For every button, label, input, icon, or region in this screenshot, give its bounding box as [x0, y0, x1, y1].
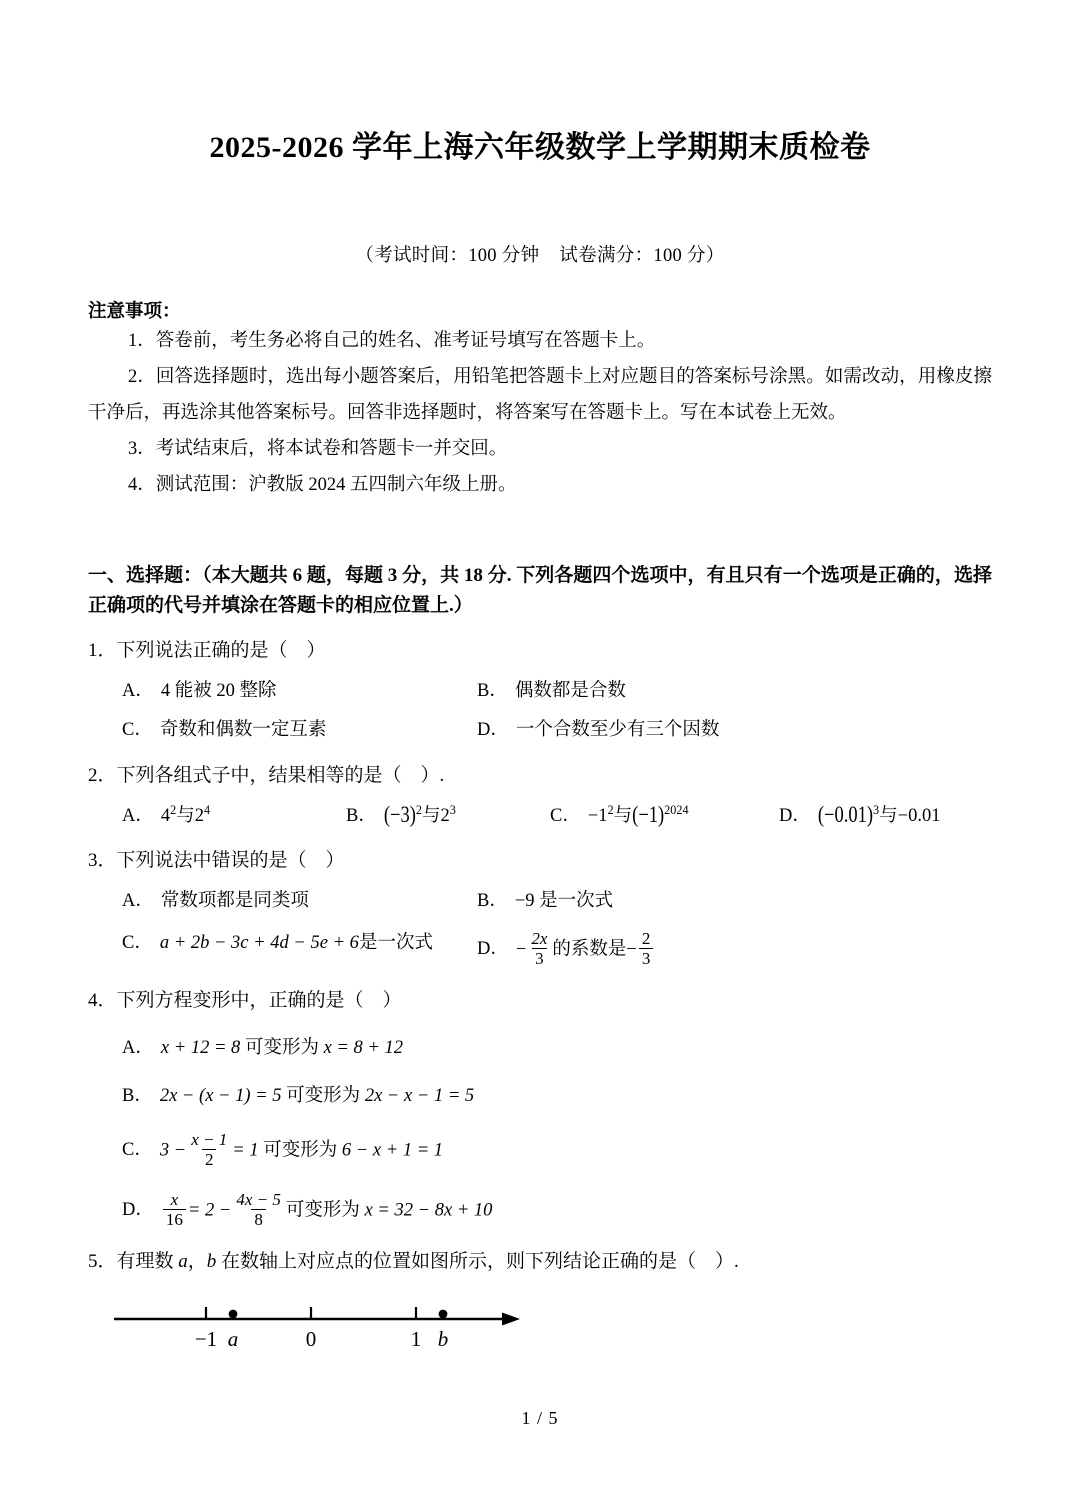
question-1-options: [88, 678, 992, 746]
question-4-option-row-d: [122, 1191, 992, 1231]
section-heading-choice: 一、选择题：（本大题共 6 题，每题 3 分，共 18 分. 下列各题四个选项中，有且只有一个选项是正确的，选择正确项的代号并填涂在答题卡的相应位置上.）: [88, 565, 992, 616]
option-label-d: D．: [779, 805, 811, 826]
question-2-stem: [88, 762, 992, 791]
question-4-option-b[interactable]: [122, 1083, 474, 1111]
q4c-post: = 1: [232, 1140, 259, 1161]
option-label-a: A．: [122, 805, 154, 826]
q2c-conj: 与: [613, 805, 633, 826]
q3d-mid: 的系数是: [552, 939, 627, 959]
label-point-a: a: [227, 1326, 239, 1351]
notice-item-4: 4．测试范围：沪教版 2024 五四制六年级上册。: [128, 475, 517, 496]
q2c-exp1: 2: [607, 802, 614, 817]
q3d-frac2-numerator: 2: [641, 928, 651, 948]
q4d-frac1-denominator: 16: [163, 1209, 186, 1230]
question-4-option-d[interactable]: [122, 1191, 492, 1231]
question-5: [88, 1248, 992, 1374]
q4b-left: 2x − (x − 1) = 5: [159, 1086, 282, 1107]
q4c-mid: 可变形为: [263, 1140, 338, 1161]
option-label-a: A．: [122, 1038, 154, 1059]
q4c-pre: 3 −: [159, 1140, 187, 1161]
option-text-b: −9 是一次式: [514, 890, 614, 911]
question-1-option-c[interactable]: [122, 717, 477, 745]
option-label-a: A．: [122, 680, 154, 701]
question-5-comma: ，: [187, 1251, 207, 1273]
q4c-frac-denominator: 2: [202, 1149, 217, 1170]
question-5-var-b: b: [206, 1251, 217, 1273]
option-label-c: C．: [550, 805, 581, 826]
question-4-option-c[interactable]: [122, 1131, 443, 1171]
option-expr-a: [161, 803, 210, 831]
q2a-base2: 2: [194, 805, 204, 826]
notice-item-1: 1．答卷前，考生务必将自己的姓名、准考证号填写在答题卡上。: [128, 331, 656, 351]
question-1-option-row-1: [122, 678, 992, 706]
q4d-fraction-2: [233, 1190, 284, 1230]
q2c-base2: (−1): [632, 802, 665, 828]
q2a-conj: 与: [176, 805, 195, 826]
number-line-arrowhead: [502, 1312, 520, 1325]
option-text-a: 4 能被 20 整除: [160, 680, 277, 701]
option-label-d: D．: [122, 1200, 154, 1221]
option-expr-d: [818, 803, 941, 831]
q4a-left: x + 12 = 8: [160, 1038, 241, 1059]
question-3-options: [88, 888, 992, 970]
q4b-mid: 可变形为: [286, 1086, 361, 1107]
q3d-frac1-denominator: 3: [532, 948, 547, 969]
question-2-option-d[interactable]: [779, 803, 940, 831]
option-expr-c: [160, 1131, 443, 1171]
q4d-frac2-denominator: 8: [251, 1209, 266, 1230]
question-3-stem: [88, 847, 992, 876]
label-minus-one: −1: [194, 1326, 218, 1351]
question-4-stem: [88, 987, 992, 1016]
question-2-number: 2．: [88, 765, 117, 787]
q2b-conj: 与: [421, 805, 441, 826]
option-text-b: 偶数都是合数: [514, 680, 626, 701]
q4d-mid1: = 2 −: [187, 1200, 232, 1221]
q2b-exp1: 2: [415, 802, 422, 817]
question-2-options: [88, 803, 992, 831]
q4d-frac2-numerator: 4x − 5: [236, 1189, 281, 1209]
q2d-base1: (−0.01): [817, 802, 874, 828]
question-5-stem: [88, 1248, 992, 1277]
q2c-exp2: 2024: [664, 802, 689, 817]
question-3-number: 3．: [88, 850, 117, 872]
question-4-option-row-c: [122, 1131, 992, 1171]
question-2-text: 下列各组式子中，结果相等的是（ ）.: [116, 765, 445, 787]
q2d-exp1: 3: [873, 802, 880, 817]
q2a-exp2: 4: [204, 802, 211, 817]
page-title: 2025-2026 学年上海六年级数学上学期期末质检卷: [209, 131, 871, 164]
q4b-right: 2x − x − 1 = 5: [364, 1086, 475, 1107]
option-label-d: D．: [477, 939, 509, 959]
q4d-frac1-numerator: x: [170, 1189, 179, 1209]
question-2-option-row: [122, 803, 992, 831]
label-zero: 0: [305, 1326, 317, 1351]
question-5-number: 5．: [88, 1251, 117, 1273]
option-text-c: 奇数和偶数一定互素: [159, 720, 327, 741]
option-expr-b: [160, 1083, 474, 1111]
q3c-tail: 是一次式: [358, 932, 433, 953]
question-3-text: 下列说法中错误的是（ ）: [116, 850, 345, 872]
q2a-base1: 4: [160, 805, 171, 826]
q3c-expr: a + 2b − 3c + 4d − 5e + 6: [159, 932, 359, 953]
option-expr-d: [516, 930, 655, 970]
q2b-exp2: 3: [449, 802, 456, 817]
option-expr-b: [384, 803, 456, 831]
question-4-number: 4．: [88, 989, 117, 1011]
option-text-a: 常数项都是同类项: [160, 890, 309, 911]
q4a-right: x = 8 + 12: [323, 1038, 404, 1059]
question-4-option-row-a: [122, 1035, 992, 1063]
q2d-conj: 与: [879, 805, 898, 826]
option-expr-d: [161, 1191, 493, 1231]
q4c-fraction: [188, 1130, 230, 1170]
question-1: [88, 637, 992, 745]
question-2-option-b[interactable]: [346, 803, 516, 831]
page-content: [88, 0, 992, 1374]
question-4-text: 下列方程变形中，正确的是（ ）: [116, 989, 402, 1011]
label-one: 1: [410, 1326, 422, 1351]
notice-item-3: 3．考试结束后，将本试卷和答题卡一并交回。: [128, 439, 508, 460]
option-label-a: A．: [122, 890, 154, 911]
q2b-base2: 2: [440, 805, 450, 826]
question-3-option-b[interactable]: [477, 888, 613, 916]
q2c-base1: −1: [587, 805, 608, 826]
exam-duration: （考试时间：100 分钟: [355, 246, 540, 266]
question-5-pre: 有理数: [116, 1251, 179, 1273]
option-label-d: D．: [477, 720, 509, 741]
number-line-figure: [88, 1293, 992, 1375]
question-1-option-row-2: [122, 717, 992, 745]
option-label-c: C．: [122, 932, 153, 953]
q3d-frac1-numerator: 2x: [531, 928, 548, 948]
option-text-d: 一个合数至少有三个因数: [515, 720, 720, 741]
q4c-right: 6 − x + 1 = 1: [341, 1140, 444, 1161]
option-label-c: C．: [122, 720, 153, 741]
point-a-dot: [229, 1309, 238, 1318]
question-5-var-a: a: [178, 1251, 188, 1273]
question-1-stem: [88, 637, 992, 666]
question-3-option-row-1: [122, 888, 992, 916]
option-expr-a: [161, 1035, 403, 1063]
q2d-base2: −0.01: [897, 805, 941, 826]
q4a-mid: 可变形为: [244, 1038, 319, 1059]
question-2: [88, 762, 992, 830]
page-number: 1 / 5: [521, 1408, 559, 1428]
q4c-frac-numerator: x − 1: [191, 1129, 228, 1149]
q4d-right: x = 32 − 8x + 10: [364, 1200, 493, 1221]
question-3-option-c[interactable]: [122, 930, 477, 958]
question-1-option-b[interactable]: [477, 678, 626, 706]
q3d-frac2-denominator: 3: [639, 948, 654, 969]
question-1-option-d[interactable]: [477, 717, 719, 745]
q2a-exp1: 2: [170, 802, 177, 817]
question-3-option-a[interactable]: [122, 888, 477, 916]
option-label-c: C．: [122, 1140, 153, 1161]
option-text-c: [160, 930, 433, 958]
option-expr-c: [588, 803, 689, 831]
option-label-b: B．: [477, 890, 508, 911]
question-3-option-row-2: [122, 930, 992, 970]
exam-total-score: 试卷满分：100 分）: [559, 246, 725, 266]
number-line-svg: [106, 1293, 526, 1365]
question-2-option-c[interactable]: [550, 803, 745, 831]
q3d-fraction-1: [528, 929, 550, 969]
q3d-sign2: −: [626, 939, 637, 959]
option-label-b: B．: [122, 1086, 153, 1107]
q2b-base1: (−3): [383, 802, 416, 828]
q4d-fraction-1: [163, 1190, 186, 1230]
question-4-option-a[interactable]: [122, 1035, 403, 1063]
question-1-option-a[interactable]: [122, 678, 477, 706]
option-label-b: B．: [346, 805, 377, 826]
question-4: [88, 987, 992, 1231]
question-1-number: 1．: [88, 640, 117, 662]
question-4-options: [88, 1035, 992, 1231]
question-5-post: 在数轴上对应点的位置如图所示，则下列结论正确的是（ ）.: [216, 1251, 739, 1273]
question-2-option-a[interactable]: [122, 803, 312, 831]
question-3: [88, 847, 992, 969]
label-point-b: b: [437, 1326, 449, 1351]
question-1-text: 下列说法正确的是（ ）: [116, 640, 326, 662]
question-4-option-row-b: [122, 1083, 992, 1111]
question-3-option-d[interactable]: [477, 930, 655, 970]
option-label-b: B．: [477, 680, 508, 701]
notice-item-2: 2．回答选择题时，选出每小题答案后，用铅笔把答题卡上对应题目的答案标号涂黑。如需改动，用橡皮擦干净后，再选涂其他答案标号。回答非选择题时，将答案写在答题卡上。写在本试卷上无效。: [88, 367, 992, 424]
notice-heading: 注意事项：: [88, 302, 181, 322]
q4d-mid2: 可变形为: [285, 1200, 360, 1221]
q3d-sign1: −: [515, 939, 527, 959]
q3d-fraction-2: [639, 929, 654, 969]
point-b-dot: [439, 1309, 448, 1318]
exam-info-line: [88, 241, 992, 267]
